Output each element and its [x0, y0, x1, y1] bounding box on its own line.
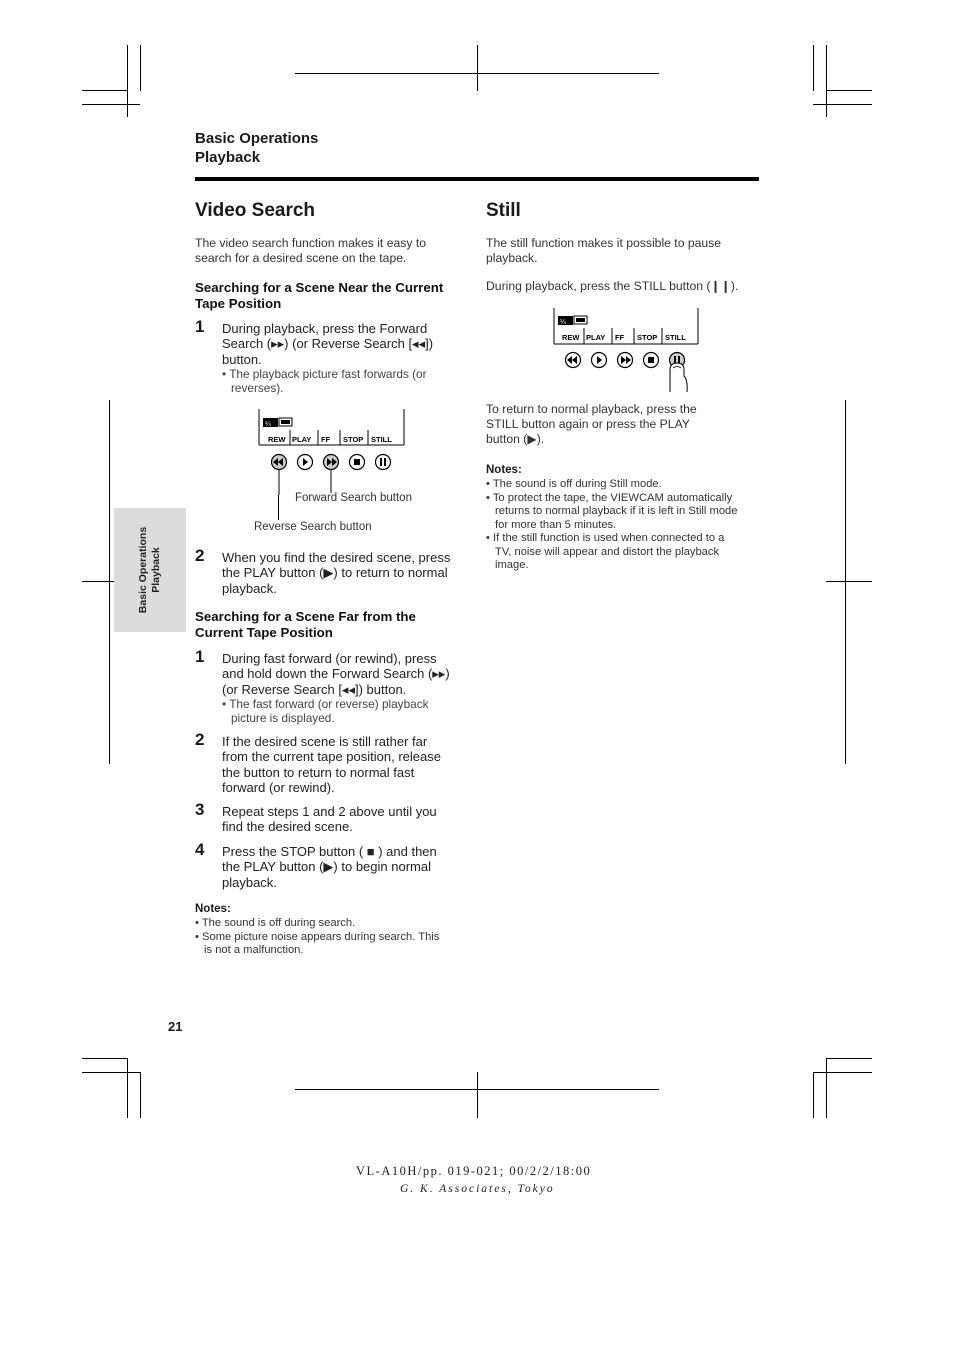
lcd-label-stop: STOP	[343, 435, 364, 444]
step-number: 1	[195, 317, 205, 336]
still-diagram	[545, 304, 710, 396]
still-instruction: During playback, press the STILL button (❙❙).	[486, 279, 739, 293]
finger-icon	[670, 363, 687, 392]
lcd-display	[259, 409, 404, 445]
lcd-label-ff: FF	[615, 333, 625, 342]
far-step-2: If the desired scene is still rather far from the current tape position, release the button to return to normal fast forward (or rewind).	[222, 734, 441, 796]
footer-job-line: VL-A10H/pp. 019-021; 00/2/2/18:00	[356, 1164, 592, 1178]
play-button-icon	[298, 455, 313, 470]
near-step-2: When you find the desired scene, press the PLAY button (▶) to return to normal playback.	[222, 550, 451, 596]
step-number: 3	[195, 800, 205, 819]
reverse-search-caption: Reverse Search button	[254, 521, 372, 533]
still-notes-title: Notes:	[486, 464, 522, 476]
side-tab-label: Basic Operations Playback	[137, 526, 162, 614]
far-step-3: Repeat steps 1 and 2 above until you find the desired scene.	[222, 804, 437, 835]
lcd-label-rew: REW	[562, 333, 580, 342]
svg-text:¼: ¼	[560, 319, 566, 326]
step-number: 2	[195, 730, 205, 749]
section-title: Basic Operations	[195, 130, 319, 147]
near-step-1: During playback, press the Forward Search (▸▸) (or Reverse Search [◂◂]) button.	[222, 321, 434, 367]
stop-button-icon	[350, 455, 365, 470]
video-search-title: Video Search	[195, 200, 316, 221]
footer-company: G. K. Associates, Tokyo	[400, 1183, 555, 1195]
forward-search-caption: Forward Search button	[295, 492, 412, 504]
step-number: 4	[195, 840, 205, 859]
video-search-intro: The video search function makes it easy to search for a desired scene on the tape.	[195, 236, 427, 265]
still-notes: • The sound is off during Still mode. • To protect the tape, the VIEWCAM automatically returns to normal playback if it is left in Still mode for more than 5 minutes. • If the still function is used when connected to a TV, noise will appear and distort the playback image.	[486, 478, 738, 571]
rewind-button-icon	[272, 455, 287, 470]
fast-forward-button-icon	[618, 353, 633, 368]
rewind-button-icon	[566, 353, 581, 368]
header-rule	[195, 177, 759, 181]
still-title: Still	[486, 200, 521, 221]
lcd-label-still: STILL	[665, 333, 686, 342]
lcd-label-still: STILL	[371, 435, 392, 444]
lcd-label-play: PLAY	[586, 333, 606, 342]
page-number: 21	[168, 1019, 183, 1034]
video-search-diagram	[250, 405, 425, 495]
near-heading: Searching for a Scene Near the Current Tape Position	[195, 280, 444, 311]
step-number: 1	[195, 647, 205, 666]
step-number: 2	[195, 546, 205, 565]
lcd-label-stop: STOP	[637, 333, 658, 342]
far-step-4: Press the STOP button ( ■ ) and then the PLAY button (▶) to begin normal playback.	[222, 844, 437, 890]
far-step-1-bullet: • The fast forward (or reverse) playback picture is displayed.	[222, 697, 429, 725]
video-search-notes-title: Notes:	[195, 903, 231, 915]
far-heading: Searching for a Scene Far from the Current Tape Position	[195, 609, 416, 640]
lcd-label-rew: REW	[268, 435, 286, 444]
play-button-icon	[592, 353, 607, 368]
stop-button-icon	[644, 353, 659, 368]
lcd-label-play: PLAY	[292, 435, 312, 444]
lcd-display	[554, 308, 698, 344]
subsection-title: Playback	[195, 149, 261, 166]
fast-forward-button-icon	[324, 455, 339, 470]
lcd-label-ff: FF	[321, 435, 331, 444]
near-step-1-bullet: • The playback picture fast forwards (or reverses).	[222, 367, 427, 395]
far-step-1: During fast forward (or rewind), press and hold down the Forward Search (▸▸) (or Reverse Search [◂◂]) button.	[222, 651, 450, 697]
still-intro: The still function makes it possible to pause playback.	[486, 236, 722, 265]
video-search-notes: • The sound is off during search. • Some picture noise appears during search. This is not a malfunction.	[195, 917, 440, 956]
svg-text:¼: ¼	[265, 421, 271, 428]
still-button-icon	[376, 455, 391, 470]
still-return-text: To return to normal playback, press the STILL button again or press the PLAY button (▶).	[486, 402, 697, 446]
